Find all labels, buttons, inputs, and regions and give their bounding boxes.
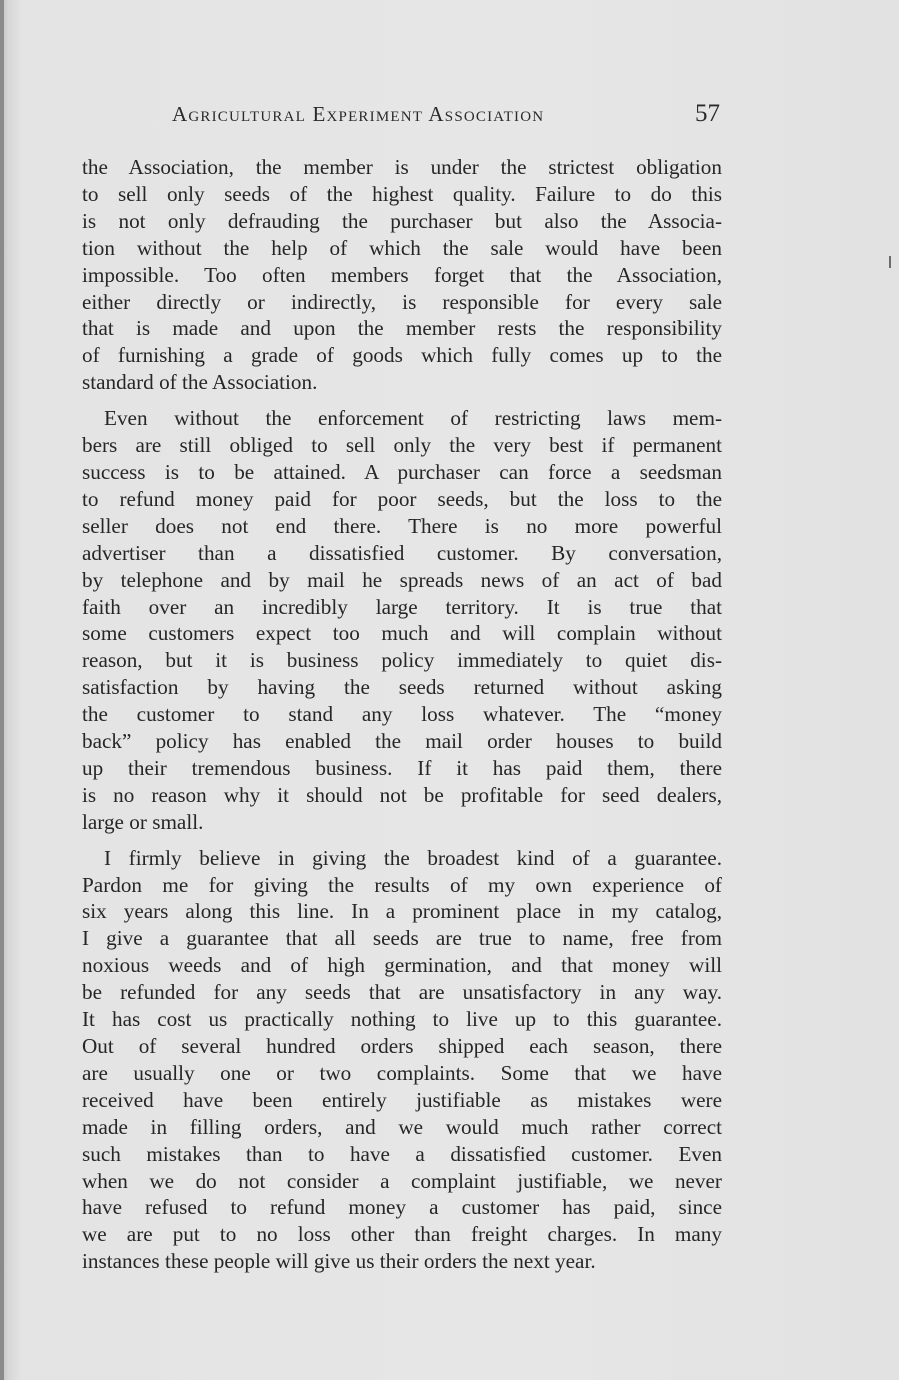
text-line: to refund money paid for poor seeds, but the loss to the [82,486,722,511]
text-line: Even without the enforcement of restricting laws mem- [104,406,722,431]
text-line: I firmly believe in giving the broadest kind of a guarantee. [104,845,722,870]
text-line: bers are still obliged to sell only the very best if permanent [82,433,722,458]
paragraph-2 [82,405,722,836]
text-line: instances these people will give us their orders the next year. [82,1249,596,1274]
text-line: that is made and upon the member rests the responsibility [82,316,722,341]
text-line: impossible. Too often members forget that the Association, [82,262,722,287]
page-edge-mark [889,256,891,268]
text-line: such mistakes than to have a dissatisfied customer. Even [82,1141,722,1166]
text-line: success is to be attained. A purchaser can force a seedsman [82,459,722,484]
text-line: noxious weeds and of high germination, and that money will [82,953,722,978]
text-line: reason, but it is business policy immediately to quiet dis- [82,648,722,673]
running-header [172,102,720,132]
text-line: by telephone and by mail he spreads news of an act of bad [82,567,722,592]
text-line: Out of several hundred orders shipped each season, there [82,1034,722,1058]
paragraph-1 [82,154,722,396]
text-line: six years along this line. In a prominent place in my catalog, [82,899,722,924]
text-line: satisfaction by having the seeds returned without asking [82,675,722,700]
text-line: large or small. [82,809,204,834]
running-title: Agricultural Experiment Association [172,102,545,126]
text-line: the customer to stand any loss whatever. The “money [82,702,722,727]
text-line: of furnishing a grade of goods which fully comes up to the [82,343,722,368]
text-line: have refused to refund money a customer has paid, since [82,1195,722,1220]
text-line: faith over an incredibly large territory. It is true that [82,594,722,619]
text-line: Pardon me for giving the results of my own experience of [82,872,722,897]
text-line: is no reason why it should not be profitable for seed dealers, [82,782,722,807]
text-line: tion without the help of which the sale would have been [82,235,722,260]
text-line: the Association, the member is under the strictest obligation [82,155,722,179]
text-line: received have been entirely justifiable as mistakes were [82,1087,722,1112]
paragraph-3 [82,845,722,1276]
text-line: seller does not end there. There is no more powerful [82,513,722,538]
text-line: I give a guarantee that all seeds are true to name, free from [82,926,722,951]
text-line: to sell only seeds of the highest quality. Failure to do this [82,181,722,206]
text-line: standard of the Association. [82,370,318,395]
text-line: be refunded for any seeds that are unsatisfactory in any way. [82,980,722,1005]
text-line: advertiser than a dissatisfied customer. By conversation, [82,540,722,565]
body-text [82,154,722,1284]
text-line: when we do not consider a complaint justifiable, we never [82,1168,722,1193]
text-line: up their tremendous business. If it has paid them, there [82,755,722,780]
text-line: we are put to no loss other than freight charges. In many [82,1222,722,1247]
text-line: It has cost us practically nothing to live up to this guarantee. [82,1007,722,1032]
text-line: are usually one or two complaints. Some that we have [82,1060,722,1085]
text-line: is not only defrauding the purchaser but also the Associa- [82,208,722,233]
text-line: some customers expect too much and will complain without [82,621,722,646]
page-number: 57 [695,100,720,127]
text-line: made in filling orders, and we would much rather correct [82,1114,722,1139]
binding-edge [0,0,4,1380]
text-line: back” policy has enabled the mail order houses to build [82,729,722,754]
text-line: either directly or indirectly, is responsible for every sale [82,289,722,314]
